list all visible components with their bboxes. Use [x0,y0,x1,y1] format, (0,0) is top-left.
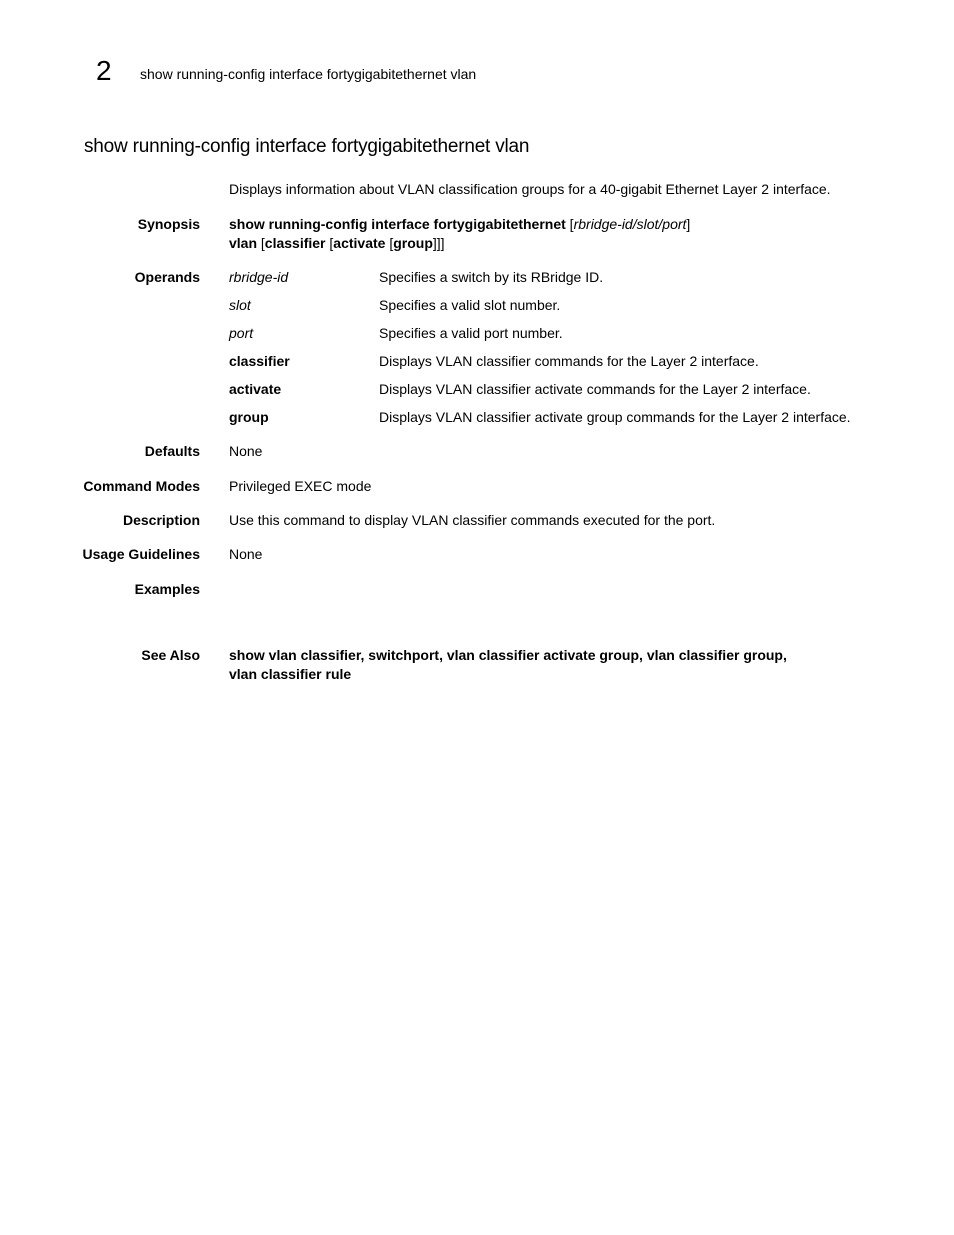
synopsis-bracket: ]]] [432,235,445,251]
usage-guidelines-value: None [229,546,263,562]
synopsis-label: Synopsis [137,216,200,232]
synopsis-group: group [393,235,433,251]
examples-label: Examples [134,581,200,597]
operand-term: classifier [229,353,290,369]
operands-label: Operands [134,269,200,285]
synopsis-command: show running-config interface fortygigabitethernet [229,216,566,232]
intro-text: Displays information about VLAN classification groups for a 40-gigabit Ethernet Layer 2 interface. [229,181,831,197]
command-modes-value: Privileged EXEC mode [229,478,372,494]
synopsis-line-1 [229,215,690,233]
synopsis-bracket: [ [385,235,394,251]
synopsis-classifier: classifier [264,235,326,251]
operand-description: Displays VLAN classifier activate group commands for the Layer 2 interface. [379,409,851,425]
synopsis-args: rbridge-id/slot/port [573,216,687,232]
synopsis-bracket: [ [257,235,265,251]
synopsis-activate: activate [333,235,386,251]
running-header: show running-config interface fortygigabitethernet vlan [140,66,477,82]
operand-description: Specifies a switch by its RBridge ID. [379,269,604,285]
defaults-value: None [229,443,263,459]
usage-guidelines-label: Usage Guidelines [82,546,200,562]
operand-description: Displays VLAN classifier commands for the Layer 2 interface. [379,353,759,369]
see-also-line-2: vlan classifier rule [229,666,352,682]
defaults-label: Defaults [144,443,200,459]
page-title: show running-config interface fortygigabitethernet vlan [84,136,530,157]
operand-term: rbridge-id [229,269,289,285]
operand-term: port [229,325,254,341]
synopsis-bracket: [ [325,235,334,251]
chapter-number: 2 [96,55,112,86]
command-modes-label: Command Modes [83,478,200,494]
description-value: Use this command to display VLAN classifier commands executed for the port. [229,512,716,528]
operand-description: Displays VLAN classifier activate commands for the Layer 2 interface. [379,381,811,397]
operand-description: Specifies a valid port number. [379,325,563,341]
operand-term: activate [229,381,282,397]
operand-description: Specifies a valid slot number. [379,297,561,313]
synopsis-vlan: vlan [229,235,258,251]
see-also-line-1: show vlan classifier, switchport, vlan classifier activate group, vlan classifier group, [229,647,787,663]
synopsis-line-2 [229,234,445,252]
description-label: Description [122,512,200,528]
operand-term: group [229,409,269,425]
synopsis-bracket: ] [686,216,691,232]
operand-term: slot [229,297,251,313]
synopsis-bracket: [ [565,216,574,232]
see-also-label: See Also [141,647,200,663]
